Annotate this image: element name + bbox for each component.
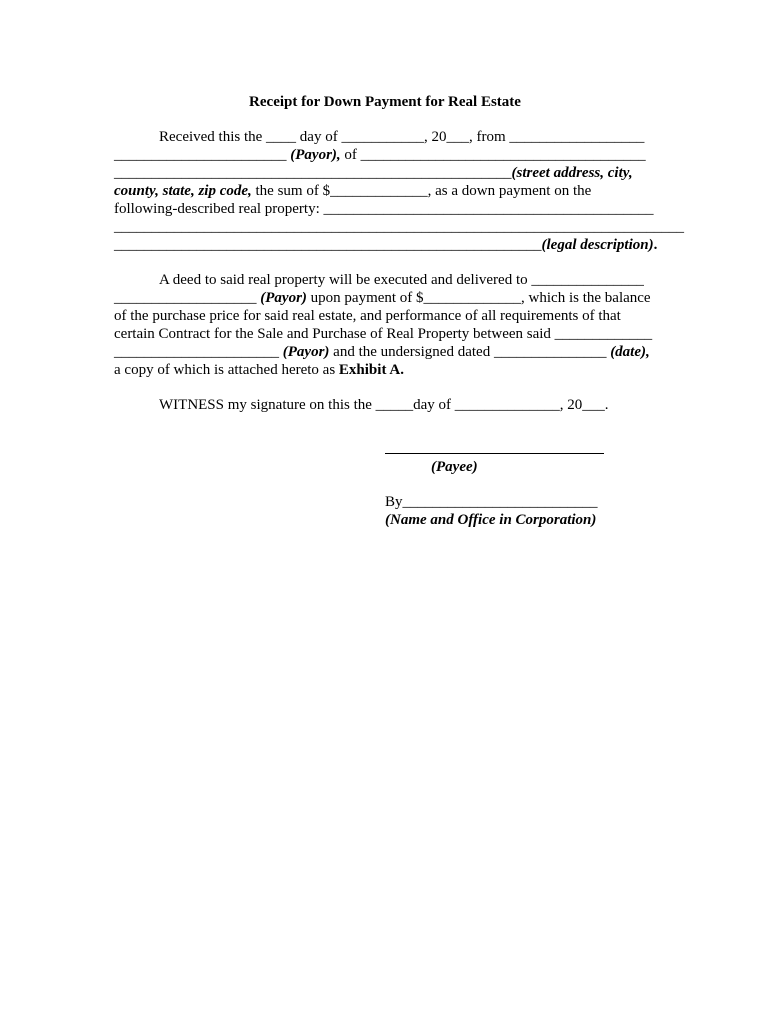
blank: ______________________ [114,344,283,360]
blank: _____________________________________________________ [114,165,512,181]
p1-line-5: following-described real property: ____________________________________________ [114,201,654,217]
text: upon payment of $_____________, which is the balance [306,290,651,306]
period: . [653,237,658,253]
blank: _________________________________________________________ [114,237,542,253]
signature-line [385,453,604,454]
legal-description-label: (legal description) [541,237,654,253]
payee-label: (Payee) [431,459,478,475]
address-label-cont: county, state, zip code, [114,183,252,199]
p1-line-1: Received this the ____ day of ___________, 20___, from __________________ [159,129,645,145]
blank: ___________________ [114,290,261,306]
text: and the undersigned dated _______________ [329,344,611,360]
blank: _______________________ [114,147,291,163]
address-label: (street address, city, [511,165,633,181]
text: of ______________________________________ [340,147,646,163]
by-line: By__________________________ [385,494,598,510]
name-office-label: (Name and Office in Corporation) [385,512,597,528]
p2-line-6 [114,361,404,379]
p1-line-4 [114,182,591,200]
payor-label: (Payor), [290,147,341,163]
p2-line-1: A deed to said real property will be executed and delivered to _______________ [159,272,644,288]
p2-line-3: of the purchase price for said real estate, and performance of all requirements of that [114,308,621,324]
document-title: Receipt for Down Payment for Real Estate [249,94,521,110]
payor-label: (Payor) [282,344,330,360]
p2-line-2 [114,289,651,307]
payor-label: (Payor) [260,290,307,306]
p1-line-3 [114,164,633,182]
p1-line-2 [114,146,646,164]
witness-line: WITNESS my signature on this the _____day of ______________, 20___. [159,397,609,413]
text: a copy of which is attached hereto as [114,362,339,378]
date-label: (date), [610,344,650,360]
p1-line-7 [114,236,657,254]
text: the sum of $_____________, as a down payment on the [251,183,592,199]
p2-line-5 [114,343,650,361]
p2-line-4: certain Contract for the Sale and Purchase of Real Property between said _____________ [114,326,653,342]
p1-line-6: ____________________________________________________________________________ [114,219,684,235]
exhibit-label: Exhibit A. [338,362,404,378]
